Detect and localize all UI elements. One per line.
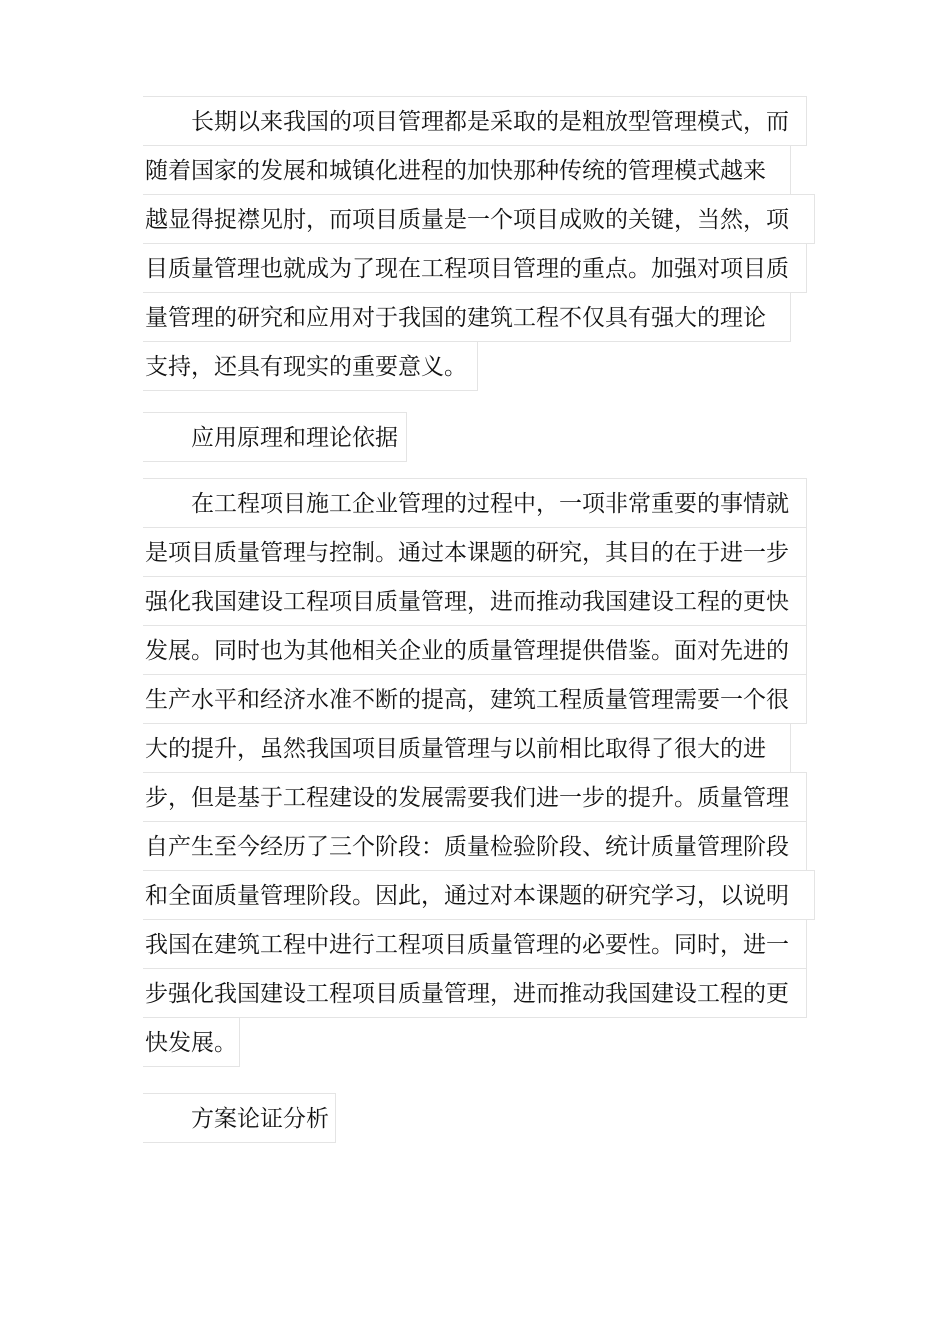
- paragraph-line: 快发展。: [143, 1017, 240, 1067]
- paragraph-line: 支持，还具有现实的重要意义。: [143, 341, 478, 391]
- paragraph-line: 步，但是基于工程建设的发展需要我们进一步的提升。质量管理: [143, 772, 807, 822]
- paragraph-line: 长期以来我国的项目管理都是采取的是粗放型管理模式，而: [143, 96, 807, 146]
- paragraph-line: 是项目质量管理与控制。通过本课题的研究，其目的在于进一步: [143, 527, 807, 577]
- paragraph-line: 随着国家的发展和城镇化进程的加快那种传统的管理模式越来: [143, 145, 791, 195]
- heading-text: 应用原理和理论依据: [143, 412, 407, 462]
- paragraph-line: 在工程项目施工企业管理的过程中，一项非常重要的事情就: [143, 478, 807, 528]
- paragraph-line: 生产水平和经济水准不断的提高，建筑工程质量管理需要一个很: [143, 674, 807, 724]
- paragraph-line: 发展。同时也为其他相关企业的质量管理提供借鉴。面对先进的: [143, 625, 807, 675]
- heading-text: 方案论证分析: [143, 1093, 336, 1143]
- section-heading-principles: [143, 412, 407, 462]
- paragraph-line: 量管理的研究和应用对于我国的建筑工程不仅具有强大的理论: [143, 292, 791, 342]
- paragraph-intro: [143, 96, 815, 391]
- paragraph-line: 和全面质量管理阶段。因此，通过对本课题的研究学习，以说明: [143, 870, 815, 920]
- paragraph-line: 越显得捉襟见肘，而项目质量是一个项目成败的关键，当然，项: [143, 194, 815, 244]
- paragraph-line: 自产生至今经历了三个阶段：质量检验阶段、统计质量管理阶段: [143, 821, 807, 871]
- paragraph-line: 我国在建筑工程中进行工程项目质量管理的必要性。同时，进一: [143, 919, 807, 969]
- paragraph-line: 大的提升，虽然我国项目质量管理与以前相比取得了很大的进: [143, 723, 791, 773]
- paragraph-line: 强化我国建设工程项目质量管理，进而推动我国建设工程的更快: [143, 576, 807, 626]
- paragraph-line: 步强化我国建设工程项目质量管理，进而推动我国建设工程的更: [143, 968, 807, 1018]
- section-heading-analysis: [143, 1093, 336, 1143]
- paragraph-line: 目质量管理也就成为了现在工程项目管理的重点。加强对项目质: [143, 243, 807, 293]
- paragraph-principles: [143, 478, 815, 1067]
